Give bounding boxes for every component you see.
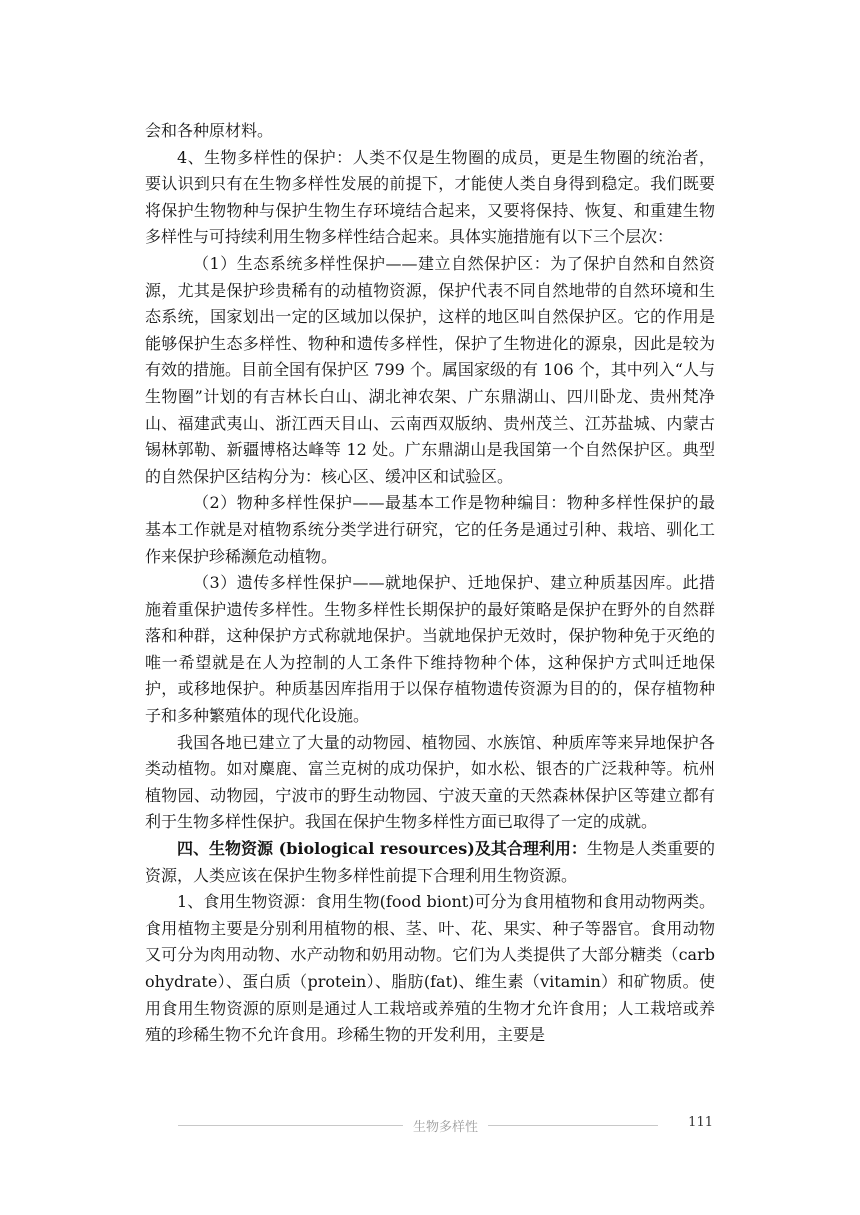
paragraph-continuation: 会和各种原材料。 — [145, 121, 274, 140]
section-heading-text: 生物是人类重要的资源，人类应该在保护生物多样性前提下合理利用生物资源。 — [145, 839, 715, 885]
paragraph-biodiversity-protection: 4、生物多样性的保护：人类不仅是生物圈的成员，更是生物圈的统治者，要认识到只有在生物多样性发展的前提下，才能使人类自身得到稳定。我们既要将保护生物物种与保护生物生存环境结合起来，又要将保持、恢复、和重建生物多样性与可持续利用生物多样性结合起来。具体实施措施有以下三个层次： — [145, 147, 715, 247]
paragraph-china-achievements: 我国各地已建立了大量的动物园、植物园、水族馆、种质库等来异地保护各类动植物。如对麋鹿、富兰克树的成功保护，如水松、银杏的广泛栽种等。杭州植物园、动物园，宁波市的野生动物园、宁波天童的天然森林保护区等建立都有利于生物多样性保护。我国在保护生物多样性方面已取得了一定的成就。 — [145, 732, 715, 832]
page-footer — [178, 1113, 713, 1137]
body-text — [145, 118, 715, 1049]
paragraph-genetic-protection: （3）遗传多样性保护——就地保护、迁地保护、建立种质基因库。此措施着重保护遗传多样性。生物多样性长期保护的最好策略是保护在野外的自然群落和种群，这种保护方式称就地保护。当就地保护无效时，保护物种免于灭绝的唯一希望就是在人为控制的人工条件下维持物种个体，这种保护方式叫迁地保护，或移地保护。种质基因库指用于以保存植物遗传资源为目的的，保存植物种子和多种繁殖体的现代化设施。 — [145, 573, 715, 726]
footer-chapter-title: 生物多样性 — [413, 1119, 479, 1135]
paragraph-ecosystem-protection: （1）生态系统多样性保护——建立自然保护区：为了保护自然和自然资源，尤其是保护珍贵稀有的动植物资源，保护代表不同自然地带的自然环境和生态系统，国家划出一定的区域加以保护，这样的地区叫自然保护区。它的作用是能够保护生态多样性、物种和遗传多样性，保护了生物进化的源泉，因此是较为有效的措施。目前全国有保护区 799 个。属国家级的有 106 个，其中列入“人与生物圈”计划的有吉林长白山、湖北神农架、广东鼎湖山、四川卧龙、贵州梵净山、福建武夷山、浙江西天目山、云南西双版纳、贵州茂兰、江苏盐城、内蒙古锡林郭勒、新疆博格达峰等 12 处。广东鼎湖山是我国第一个自然保护区。典型的自然保护区结构分为：核心区、缓冲区和试验区。 — [145, 253, 715, 486]
page-number: 111 — [658, 1115, 713, 1130]
footer-rule-left — [178, 1125, 403, 1126]
paragraph-species-protection: （2）物种多样性保护——最基本工作是物种编目：物种多样性保护的最基本工作就是对植物系统分类学进行研究，它的任务是通过引种、栽培、驯化工作来保护珍稀濒危动植物。 — [145, 493, 715, 566]
section-heading-biological-resources — [145, 836, 715, 889]
section-heading-label: 四、生物资源 (biological resources)及其合理利用： — [177, 839, 587, 859]
paragraph-food-resources: 1、食用生物资源：食用生物(food biont)可分为食用植物和食用动物两类。食用植物主要是分别利用植物的根、茎、叶、花、果实、种子等器官。食用动物又可分为肉用动物、水产动物和奶用动物。它们为人类提供了大部分糖类（carbohydrate）、蛋白质（protein）、脂肪(fat)、维生素（vitamin）和矿物质。使用食用生物资源的原则是通过人工栽培或养殖的生物才允许食用；人工栽培或养殖的珍稀生物不允许食用。珍稀生物的开发利用，主要是 — [145, 892, 715, 1045]
